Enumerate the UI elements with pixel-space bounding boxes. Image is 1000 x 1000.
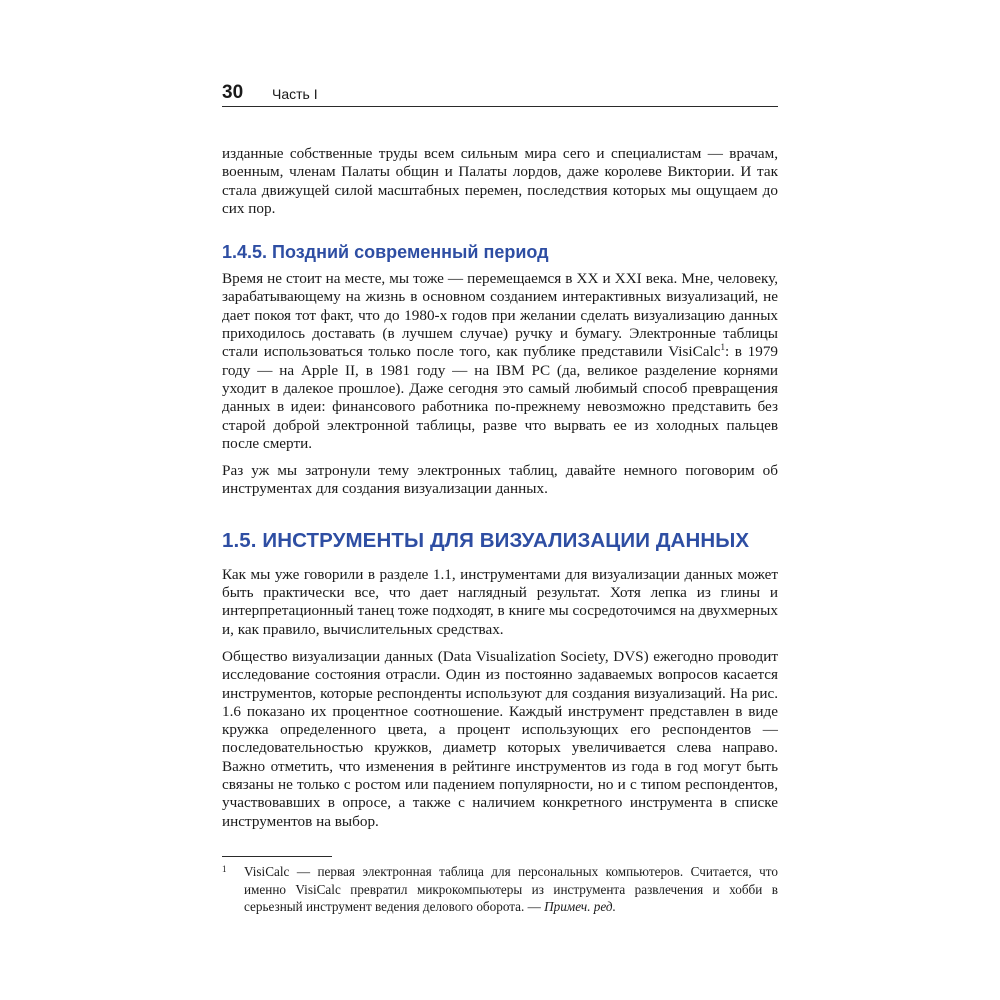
section-heading-1-5: 1.5. ИНСТРУМЕНТЫ ДЛЯ ВИЗУАЛИЗАЦИИ ДАННЫХ xyxy=(222,528,750,552)
paragraph-text: : в 1979 году — на Apple II, в 1981 году — на IBM PC (да, великое разделение корнями уходит в далекое прошлое). Даже сегодня это самый любимый способ превращения данных в идеи: финансового работника по-прежнему невозможно представить без старой доброй электронной таблицы, разве что вырвать ее из холодных пальцев после смерти. xyxy=(222,343,778,452)
footnote-mark: 1 xyxy=(222,864,227,874)
paragraph xyxy=(222,270,778,453)
paragraph-text: Время не стоит на месте, мы тоже — перемещаемся в XX и XXI века. Мне, человеку, зарабатывающему на жизнь в основном созданием интерактивных визуализаций, не дает покоя тот факт, что до 1980-х годов при желании сделать визуализацию данных приходилось доставать (в лучшем случае) ручку и бумагу. Электронные таблицы стали использоваться только после того, как публике представили VisiCalc xyxy=(222,270,778,361)
paragraph: изданные собственные труды всем сильным мира сего и специалистам — врачам, военным, членам Палаты общин и Палаты лордов, даже королеве Виктории. И так стала движущей силой масштабных перемен, последствия которых мы ощущаем до сих пор. xyxy=(222,145,778,217)
paragraph: Как мы уже говорили в разделе 1.1, инструментами для визуализации данных может быть практически все, что дает наглядный результат. Хотя лепка из глины и интерпретационный танец тоже подходят, в книге мы сосредоточимся на двухмерных и, как правило, вычислительных средствах. xyxy=(222,565,778,638)
paragraph: Общество визуализации данных (Data Visualization Society, DVS) ежегодно проводит исследование состояния отрасли. Один из постоянно задаваемых вопросов касается инструментов, которые респонденты используют для создания визуализаций. На рис. 1.6 показано их процентное соотношение. Каждый инструмент представлен в виде кружка определенного цвета, а процент использующих его респондентов — последовательностью кружков, диаметр которых увеличивается слева направо. Важно отметить, что изменения в рейтинге инструментов из года в год могут быть связаны не только с ростом или падением популярности, но и с типом респондентов, участвовавших в опросе, а также с наличием конкретного инструмента в списке инструментов на выбор. xyxy=(222,647,778,830)
running-head: Часть I xyxy=(272,86,318,102)
page-number: 30 xyxy=(222,82,244,103)
footnote xyxy=(222,863,778,916)
section-heading-1-4-5: 1.4.5. Поздний современный период xyxy=(222,242,549,263)
footnote-reference[interactable]: 1 xyxy=(720,342,725,353)
page-header xyxy=(222,82,778,107)
paragraph: Раз уж мы затронули тему электронных таблиц, давайте немного поговорим об инструментах для создания визуализации данных. xyxy=(222,462,778,498)
editor-note: Примеч. ред. xyxy=(544,899,616,914)
page-body xyxy=(222,145,778,840)
footnote-text: VisiCalc — первая электронная таблица для персональных компьютеров. Считается, что именно VisiCalc превратил микрокомпьютеры из инструмента развлечения и хобби в серьезный инструмент ведения делового оборота. — xyxy=(244,864,778,914)
footnote-divider xyxy=(222,856,332,857)
footnote-text-block xyxy=(244,863,778,916)
